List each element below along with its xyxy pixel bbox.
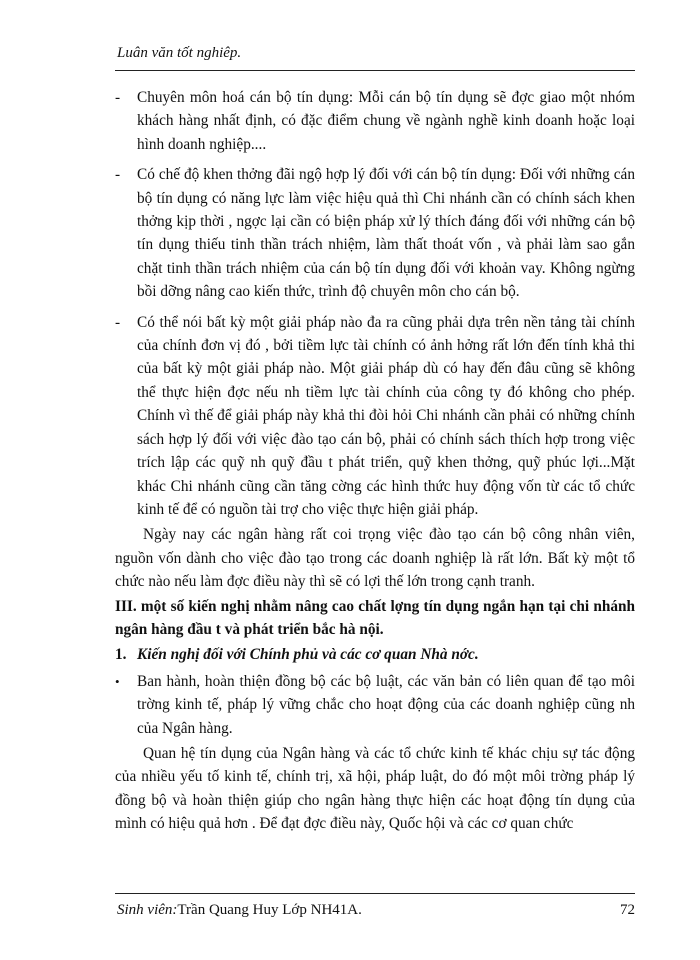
header-divider: [115, 70, 635, 71]
bullet-text: Chuyên môn hoá cán bộ tín dụng: Mỗi cán bộ tín dụng sẽ đợc giao một nhóm khách hàng nhất định, có đặc điểm chung về ngành nghề kinh doanh hoặc loại hình doanh nghiệp....: [137, 89, 635, 153]
dash-bullet: -: [115, 166, 121, 184]
subsection-number: 1.: [115, 646, 127, 664]
page-footer: [117, 902, 635, 919]
page-header-title: Luân văn tốt nghiêp.: [117, 45, 242, 61]
section-heading: III. một số kiến nghị nhằm nâng cao chất lợng tín dụng ngắn hạn tại chi nhánh ngân hàng đầu t và phát triển bắc hà nội.: [115, 597, 635, 638]
list-item: [115, 311, 635, 522]
body-paragraph: Quan hệ tín dụng của Ngân hàng và các tổ chức kinh tế khác chịu sự tác động của nhiều yếu tố kinh tế, chính trị, xã hội, pháp luật, do đó một môi trờng pháp lý đồng bộ và hoàn thiện giúp cho ngân hàng thực hiện các hoạt động tín dụng của mình có hiệu quả hơn . Để đạt đợc điều này, Quốc hội và các cơ quan chức: [115, 744, 635, 833]
bullet-text: Ban hành, hoàn thiện đồng bộ các bộ luật, các văn bản có liên quan để tạo môi trờng kinh tế, pháp lý vững chắc cho hoạt động của các doanh nghiệp cũng nh của Ngân hàng.: [137, 672, 635, 737]
bullet-text: Có thể nói bất kỳ một giải pháp nào đa ra cũng phải dựa trên nền tảng tài chính của chính đơn vị đó , bởi tiềm lực tài chính có ảnh hởng rất lớn đến tính khả thi của bất kỳ một giải pháp nào. Một giải pháp dù có hay đến đâu cũng sẽ không thể thực hiện đợc nếu nh tiềm lực tài chính của công ty đó không cho phép. Chính vì thế để giải pháp này khả thi đòi hỏi Chi nhánh cần phải có những chính sách hợp lý đối với việc đào tạo cán bộ, phải có chính sách thích hợp trong việc trích lập các quỹ nh quỹ đầu t phát triển, quỹ khen thởng, quỹ phúc lợi...Mặt khác Chi nhánh cũng cần tăng cờng các hình thức huy động vốn từ các tổ chức kinh tế để có nguồn tài trợ cho việc thực hiện giải pháp.: [137, 313, 635, 518]
list-item: [115, 86, 635, 156]
subsection-heading: [115, 643, 635, 666]
footer-divider: [115, 893, 635, 894]
list-item: [115, 163, 635, 303]
subsection-title: Kiến nghị đối với Chính phủ và các cơ quan Nhà nớc.: [137, 646, 479, 664]
body-paragraph: Ngày nay các ngân hàng rất coi trọng việc đào tạo cán bộ công nhân viên, nguồn vốn dành cho việc đào tạo trong các doanh nghiệp là rất lớn. Bất kỳ một tổ chức nào nếu làm đợc điều này thì sẽ có lợi thế lớn trong cạnh tranh.: [115, 526, 635, 591]
footer-label: Sinh viên:: [117, 902, 178, 918]
page-body: [115, 86, 635, 837]
dash-bullet: -: [115, 89, 121, 106]
dash-bullet: -: [115, 313, 121, 331]
bullet-text: Có chế độ khen thởng đãi ngộ hợp lý đối với cán bộ tín dụng: Đối với những cán bộ tín dụng có năng lực làm việc hiệu quả thì Chi nhánh cần có chính sách khen thởng kịp thời , ngợc lại cần có biện pháp xử lý thích đáng đối với những cán bộ tín dụng thiếu tinh thần trách nhiệm, làm thất thoát vốn , và phải làm sao gắn chặt tinh thần trách nhiệm của cán bộ tín dụng đối với khoản vay. Không ngừng bồi dỡng nâng cao kiến thức, trình độ chuyên môn cho cán bộ.: [137, 166, 635, 301]
page-number: 72: [620, 902, 635, 918]
round-bullet: •: [115, 673, 120, 689]
list-item: [115, 670, 635, 740]
footer-author: Trần Quang Huy Lớp NH41A.: [177, 902, 362, 918]
